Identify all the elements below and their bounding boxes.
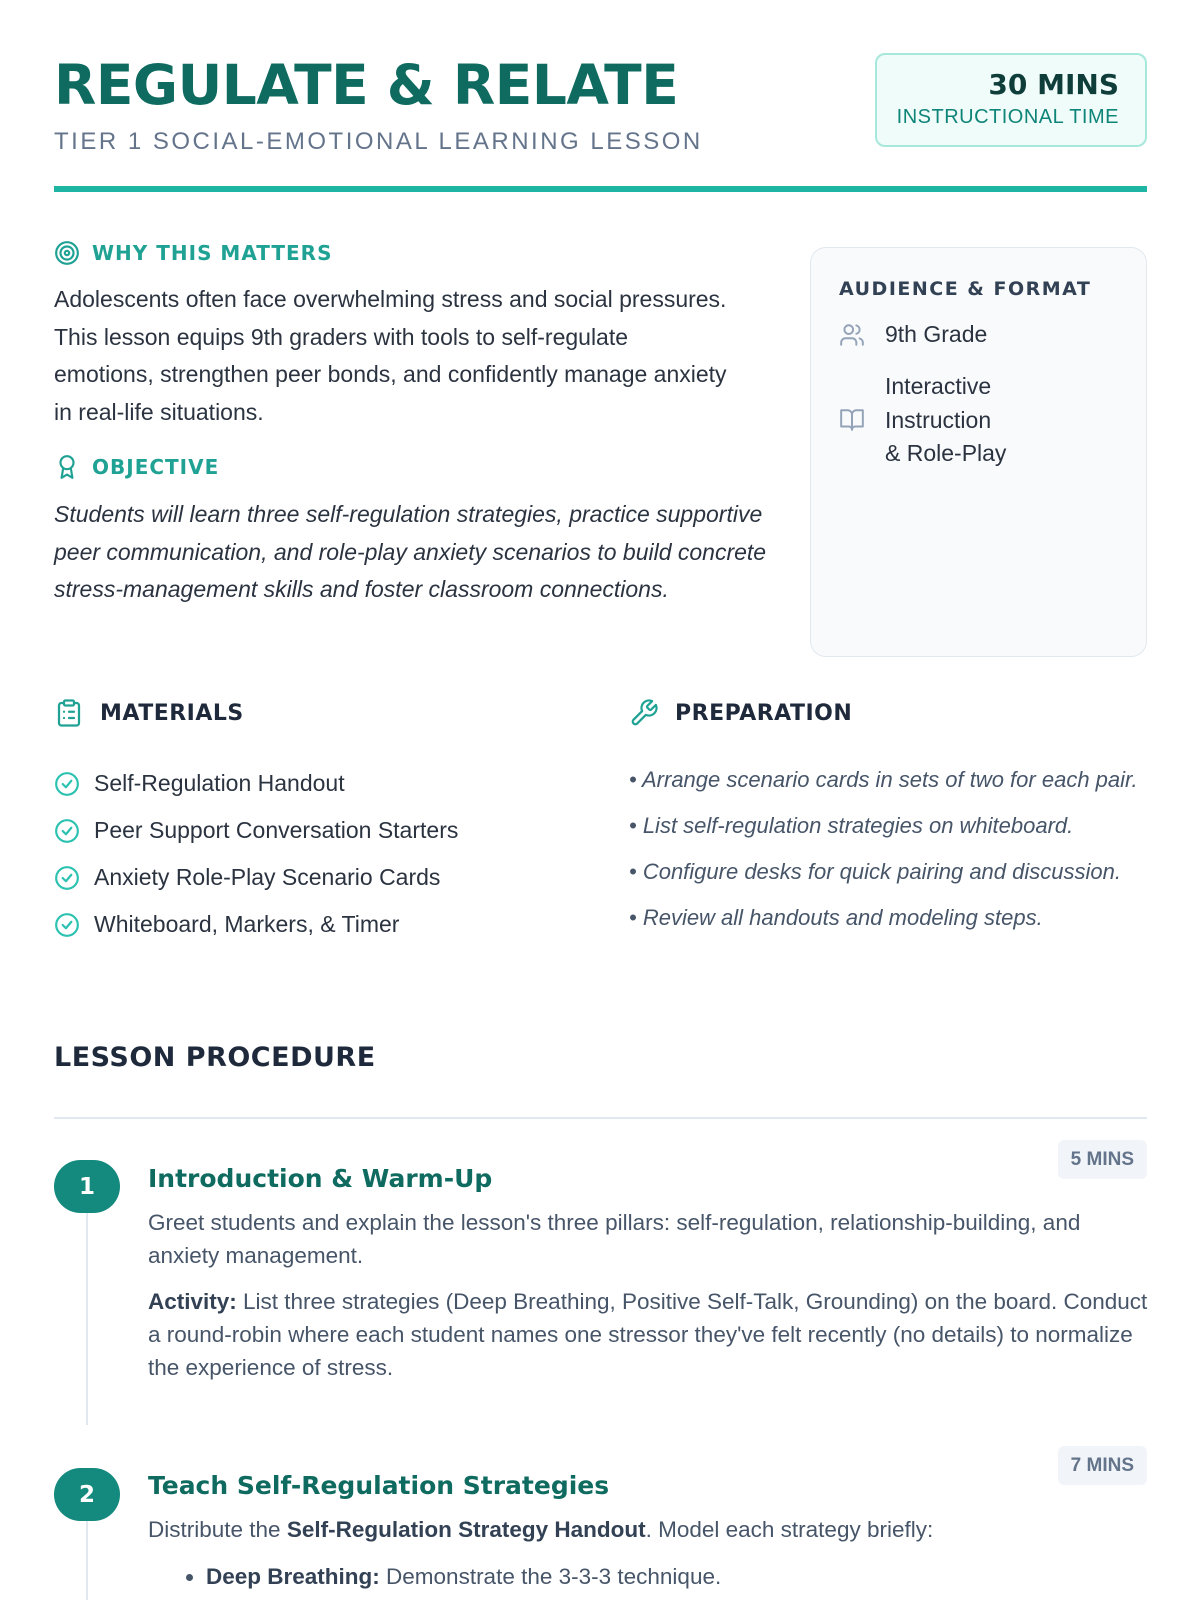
materials-list [54, 760, 458, 948]
check-circle-icon [54, 771, 80, 797]
why-heading [54, 240, 332, 266]
format-line-1: Interactive [885, 373, 992, 399]
wrench-icon [629, 698, 659, 728]
preparation-heading [629, 698, 852, 728]
users-icon [839, 322, 865, 348]
page-subtitle: TIER 1 SOCIAL-EMOTIONAL LEARNING LESSON [54, 128, 703, 155]
step-activity [148, 1285, 1148, 1384]
activity-label: Activity: [148, 1289, 237, 1314]
audience-format-text [885, 370, 1006, 471]
step-number-badge: 1 [54, 1160, 120, 1213]
header-divider [54, 186, 1147, 192]
lesson-plan-page [54, 0, 1147, 1600]
award-icon [54, 454, 80, 480]
procedure-divider [54, 1117, 1147, 1119]
procedure-heading: LESSON PROCEDURE [54, 1042, 376, 1073]
objective-heading-label: OBJECTIVE [92, 455, 220, 479]
list-item: • List self-regulation strategies on whiteboard. [629, 813, 1074, 838]
check-circle-icon [54, 912, 80, 938]
check-circle-icon [54, 818, 80, 844]
audience-format [839, 370, 1006, 471]
step-duration-badge: 7 MINS [1058, 1446, 1147, 1485]
text-after: . Model each strategy briefly: [645, 1517, 934, 1542]
target-icon [54, 240, 80, 266]
timeline-line [86, 1185, 88, 1425]
audience-format-card [810, 247, 1147, 657]
strategy-text: Demonstrate the 3-3-3 technique. [379, 1564, 722, 1589]
format-line-2: Instruction [885, 406, 992, 433]
step-description [148, 1513, 1148, 1546]
activity-text: List three strategies (Deep Breathing, Positive Self-Talk, Grounding) on the board. Conduct a round-robin where each student names one stressor they've felt recently (no details) to normalize the experience of stress. [148, 1289, 1148, 1380]
list-item: • Arrange scenario cards in sets of two for each pair. [629, 767, 1138, 792]
why-heading-label: WHY THIS MATTERS [92, 241, 333, 265]
material-label: Whiteboard, Markers, & Timer [94, 911, 400, 937]
list-item [54, 854, 458, 901]
preparation-heading-label: PREPARATION [675, 700, 853, 726]
time-label: INSTRUCTIONAL TIME [896, 106, 1119, 128]
audience-grade-text: 9th Grade [885, 321, 988, 347]
list-item: • Review all handouts and modeling steps. [629, 905, 1043, 930]
step-description: Greet students and explain the lesson's three pillars: self-regulation, relationship-building, and anxiety management. [148, 1210, 1081, 1268]
why-text: Adolescents often face overwhelming stress and social pressures. This lesson equips 9th graders with tools to self-regulate emotions, strengthen peer bonds, and confidently manage anxiety in real-life situations. [54, 286, 727, 425]
audience-heading: AUDIENCE & FORMAT [839, 278, 1092, 300]
list-item: • Configure desks for quick pairing and discussion. [629, 859, 1121, 884]
instructional-time-box [875, 53, 1147, 147]
step-title: Teach Self-Regulation Strategies [148, 1471, 610, 1500]
text-before: Distribute the [148, 1517, 287, 1542]
list-item [54, 901, 458, 948]
material-label: Peer Support Conversation Starters [94, 817, 459, 843]
book-open-icon [839, 407, 865, 433]
step-title: Introduction & Warm-Up [148, 1164, 493, 1193]
list-item [54, 807, 458, 854]
strategy-label: Deep Breathing: [206, 1564, 380, 1589]
preparation-list [629, 763, 1147, 947]
page-title: REGULATE & RELATE [54, 53, 679, 117]
materials-heading-label: MATERIALS [100, 700, 244, 726]
material-label: Anxiety Role-Play Scenario Cards [94, 864, 441, 890]
clipboard-list-icon [54, 698, 84, 728]
material-label: Self-Regulation Handout [94, 770, 345, 796]
audience-grade [839, 318, 987, 352]
list-item [206, 1560, 721, 1593]
time-value: 30 MINS [988, 68, 1119, 101]
timeline-line [86, 1515, 88, 1600]
handout-name: Self-Regulation Strategy Handout [286, 1517, 646, 1542]
strategy-list [172, 1560, 721, 1593]
objective-text: Students will learn three self-regulation strategies, practice supportive peer communication, and role-play anxiety scenarios to build concrete stress-management skills and foster classroom connections. [54, 501, 767, 602]
list-item [54, 760, 458, 807]
objective-heading [54, 454, 219, 480]
step-number-badge: 2 [54, 1468, 120, 1521]
materials-heading [54, 698, 244, 728]
format-line-3: & Role-Play [885, 440, 1007, 466]
step-duration-badge: 5 MINS [1058, 1140, 1147, 1179]
check-circle-icon [54, 865, 80, 891]
